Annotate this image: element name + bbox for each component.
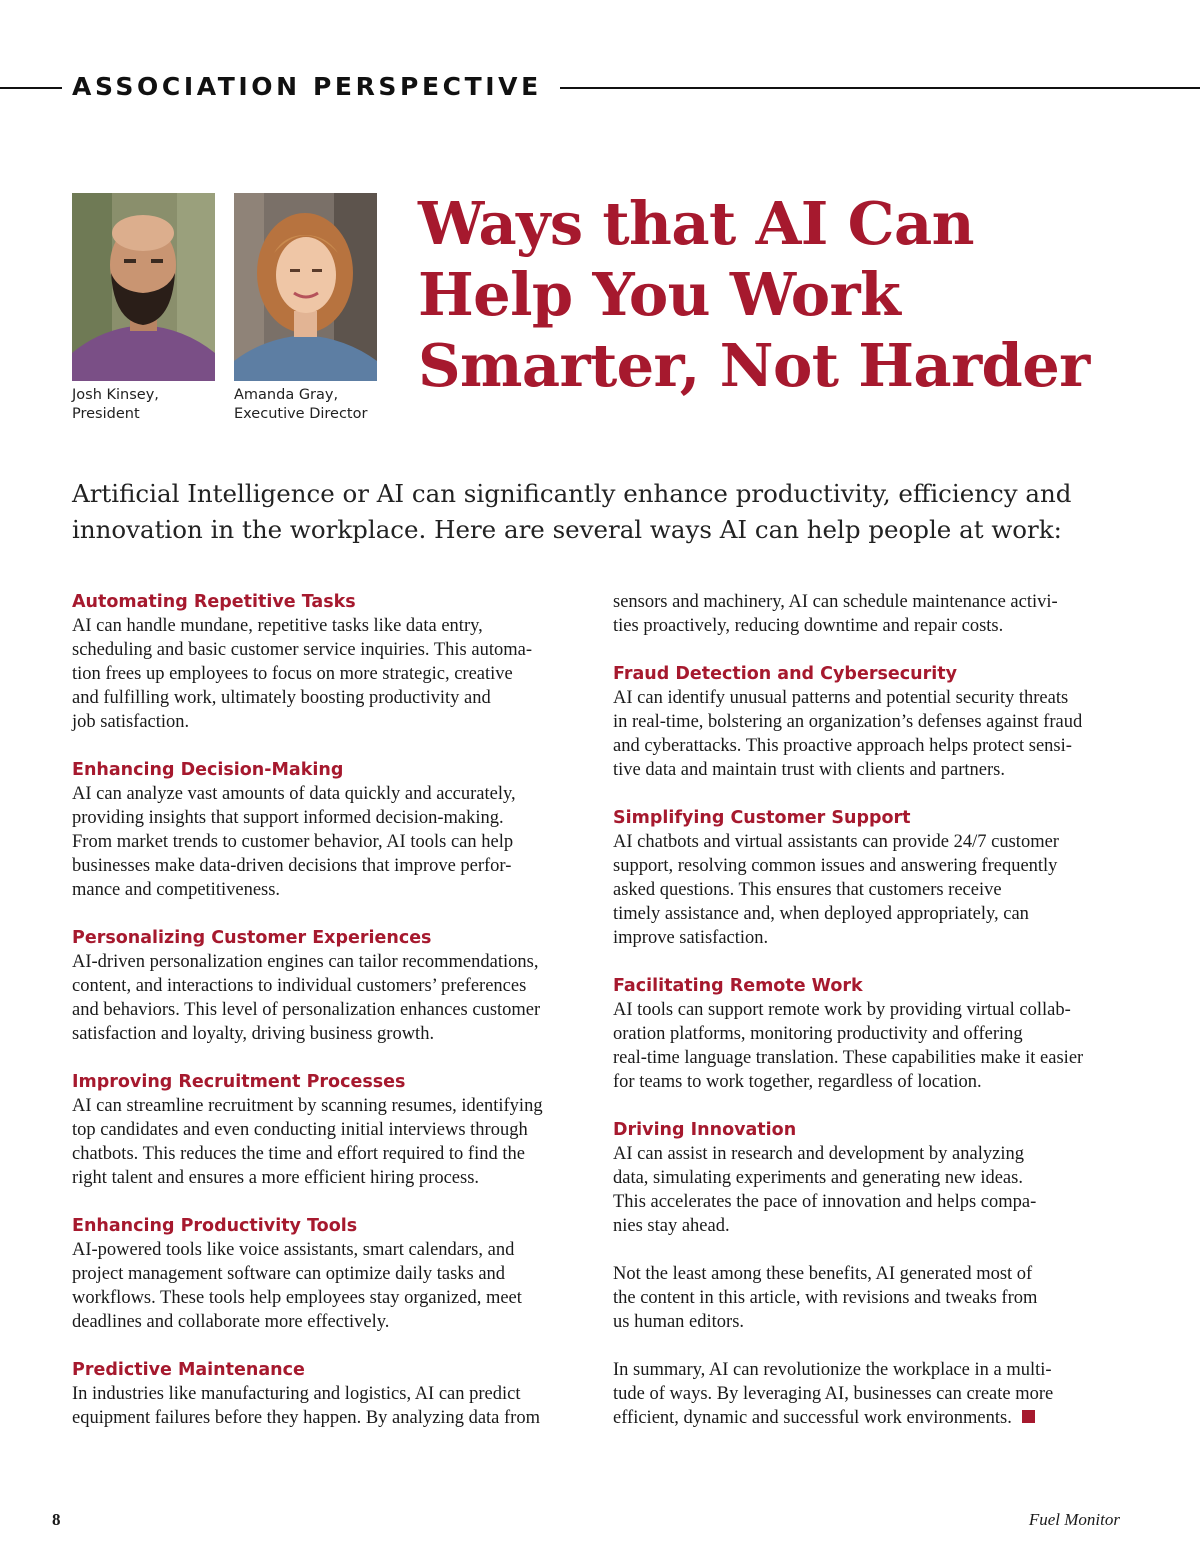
headline-line: Smarter, Not Harder <box>418 331 1090 400</box>
body-line: deadlines and collaborate more effectively. <box>72 1312 390 1332</box>
body-line: top candidates and even conducting initial interviews through <box>72 1120 528 1140</box>
section-heading: Enhancing Productivity Tools <box>72 1216 358 1236</box>
article-section <box>613 662 1133 782</box>
body-line: This accelerates the pace of innovation and helps compa- <box>613 1192 1037 1212</box>
article-section <box>613 1118 1133 1238</box>
author-role: President <box>72 406 140 422</box>
body-line: and cyberattacks. This proactive approach helps protect sensi- <box>613 736 1072 756</box>
body-line: oration platforms, monitoring productivity and offering <box>613 1024 1023 1044</box>
body-line: in real-time, bolstering an organization’s defenses against fraud <box>613 712 1083 732</box>
body-line: us human editors. <box>613 1312 745 1332</box>
headline-line: Help You Work <box>418 260 901 329</box>
body-line: the content in this article, with revisions and tweaks from <box>613 1288 1038 1308</box>
body-line: AI-powered tools like voice assistants, smart calendars, and <box>72 1240 515 1260</box>
body-line: satisfaction and loyalty, driving business growth. <box>72 1024 435 1044</box>
body-line: AI can handle mundane, repetitive tasks like data entry, <box>72 616 483 636</box>
author-name: Amanda Gray, <box>234 387 339 403</box>
body-line: Not the least among these benefits, AI generated most of <box>613 1264 1033 1284</box>
body-line: tude of ways. By leveraging AI, businesses can create more <box>613 1384 1054 1404</box>
intro-line: Artificial Intelligence or AI can significantly enhance productivity, efficiency and <box>72 479 1072 508</box>
section-heading: Driving Innovation <box>613 1120 797 1140</box>
author-caption-amanda <box>234 386 394 424</box>
body-line: and behaviors. This level of personalization enhances customer <box>72 1000 541 1020</box>
body-line: In summary, AI can revolutionize the workplace in a multi- <box>613 1360 1052 1380</box>
continued-paragraph <box>613 590 1133 638</box>
section-heading: Automating Repetitive Tasks <box>72 592 356 612</box>
body-line: ties proactively, reducing downtime and repair costs. <box>613 616 1004 636</box>
article-section <box>72 758 592 902</box>
body-line: project management software can optimize daily tasks and <box>72 1264 506 1284</box>
section-heading: Predictive Maintenance <box>72 1360 305 1380</box>
body-line: In industries like manufacturing and logistics, AI can predict <box>72 1384 521 1404</box>
headline-line: Ways that AI Can <box>418 189 974 258</box>
summary-paragraph <box>613 1358 1133 1430</box>
body-line: nies stay ahead. <box>613 1216 730 1236</box>
section-heading: Enhancing Decision-Making <box>72 760 344 780</box>
body-line: job satisfaction. <box>72 712 190 732</box>
body-line: timely assistance and, when deployed appropriately, can <box>613 904 1029 924</box>
body-line: AI chatbots and virtual assistants can provide 24/7 customer <box>613 832 1059 852</box>
article-section <box>72 1214 592 1334</box>
body-line: support, resolving common issues and answering frequently <box>613 856 1058 876</box>
author-name: Josh Kinsey, <box>72 387 159 403</box>
author-photo-josh <box>72 193 215 381</box>
body-line: tive data and maintain trust with clients and partners. <box>613 760 1005 780</box>
section-heading: Fraud Detection and Cybersecurity <box>613 664 957 684</box>
page-number: 8 <box>52 1510 61 1529</box>
body-line: From market trends to customer behavior, AI tools can help <box>72 832 514 852</box>
header-rule-left <box>0 87 62 89</box>
body-line: tion frees up employees to focus on more strategic, creative <box>72 664 513 684</box>
closing-paragraph <box>613 1262 1133 1334</box>
section-header <box>0 70 1200 106</box>
body-line: providing insights that support informed decision-making. <box>72 808 504 828</box>
right-column <box>613 590 1133 1454</box>
section-heading: Personalizing Customer Experiences <box>72 928 432 948</box>
article-intro <box>72 476 1172 548</box>
publication-name: Fuel Monitor <box>1028 1510 1120 1529</box>
article-section <box>72 1070 592 1190</box>
body-line-text: efficient, dynamic and successful work environments. <box>613 1408 1012 1428</box>
body-line: mance and competitiveness. <box>72 880 281 900</box>
body-line: right talent and ensures a more efficient hiring process. <box>72 1168 480 1188</box>
body-line: AI-driven personalization engines can tailor recommendations, <box>72 952 539 972</box>
body-line: AI can identify unusual patterns and potential security threats <box>613 688 1069 708</box>
body-line: AI can streamline recruitment by scanning resumes, identifying <box>72 1096 543 1116</box>
body-line: equipment failures before they happen. By analyzing data from <box>72 1408 540 1428</box>
body-line: AI can assist in research and development by analyzing <box>613 1144 1024 1164</box>
body-line: and fulfilling work, ultimately boosting productivity and <box>72 688 491 708</box>
body-line: AI can analyze vast amounts of data quickly and accurately, <box>72 784 516 804</box>
body-line: chatbots. This reduces the time and effort required to find the <box>72 1144 525 1164</box>
author-photo-amanda <box>234 193 377 381</box>
left-column <box>72 590 592 1454</box>
article-section <box>72 1358 592 1430</box>
section-heading: Improving Recruitment Processes <box>72 1072 406 1092</box>
body-line: scheduling and basic customer service inquiries. This automa- <box>72 640 532 660</box>
body-line-last <box>613 1406 1133 1430</box>
end-mark-icon <box>1022 1410 1035 1423</box>
body-line: businesses make data-driven decisions that improve perfor- <box>72 856 512 876</box>
body-line: asked questions. This ensures that customers receive <box>613 880 1002 900</box>
section-heading: Facilitating Remote Work <box>613 976 863 996</box>
body-line: sensors and machinery, AI can schedule maintenance activi- <box>613 592 1058 612</box>
section-label: ASSOCIATION PERSPECTIVE <box>72 72 542 101</box>
body-line: AI tools can support remote work by providing virtual collab- <box>613 1000 1071 1020</box>
intro-line: innovation in the workplace. Here are several ways AI can help people at work: <box>72 515 1062 544</box>
article-section <box>613 806 1133 950</box>
body-line: data, simulating experiments and generating new ideas. <box>613 1168 1023 1188</box>
section-heading: Simplifying Customer Support <box>613 808 911 828</box>
body-line: real-time language translation. These capabilities make it easier <box>613 1048 1084 1068</box>
article-section <box>72 590 592 734</box>
body-line: improve satisfaction. <box>613 928 769 948</box>
body-line: for teams to work together, regardless of location. <box>613 1072 982 1092</box>
article-headline <box>418 188 1178 401</box>
body-line: content, and interactions to individual customers’ preferences <box>72 976 527 996</box>
article-section <box>613 974 1133 1094</box>
author-caption-josh <box>72 386 232 424</box>
author-role: Executive Director <box>234 406 368 422</box>
body-line: workflows. These tools help employees stay organized, meet <box>72 1288 522 1308</box>
article-section <box>72 926 592 1046</box>
header-rule-right <box>560 87 1200 89</box>
